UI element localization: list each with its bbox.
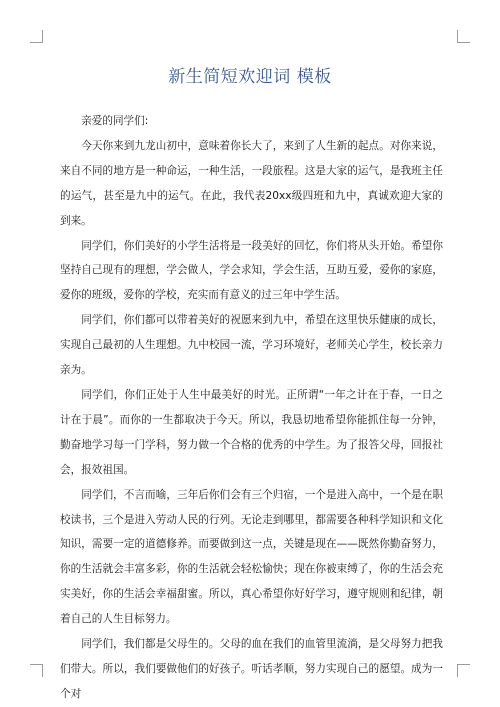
crop-mark-bottom-left xyxy=(30,664,43,677)
paragraph-1: 今天你来到九龙山初中，意味着你长大了，来到了人生新的起点。对你来说，来自不同的地方是一种命运，一种生活，一段旅程。这是大家的运气，是我班主任的运气，甚至是九中的运气。在此，我代表20xx级四班和九中，真诚欢迎大家的到来。 xyxy=(60,139,443,227)
crop-mark-bottom-right xyxy=(457,664,470,677)
paragraph-6: 同学们，我们都是父母生的。父母的血在我们的血管里流淌，是父母努力把我们带大。所以，我们要做他们的好孩子。听话孝顺，努力实现自己的愿望。成为一个对 xyxy=(60,638,443,700)
paragraph-3: 同学们，你们都可以带着美好的祝愿来到九中，希望在这里快乐健康的成长，实现自己最初的人生理想。九中校园一流，学习环境好，老师关心学生，校长亲力亲为。 xyxy=(60,314,443,377)
salutation: 亲爱的同学们: xyxy=(81,115,149,127)
paragraph-5: 同学们，不言而喻，三年后你们会有三个归宿，一个是进入高中，一个是在职校读书，三个是进入劳动人民的行列。无论走到哪里，都需要各种科学知识和文化知识，需要一定的道德修养。而要做到这一点，关键是现在——既然你勤奋努力，你的生活就会丰富多彩，你的生活就会轻松愉快；现在你被束缚了，你的生活会充实美好，你的生活会幸福甜蜜。所以，真心希望你好好学习，遵守规则和纪律，朝着自己的人生目标努力。 xyxy=(60,488,443,626)
crop-mark-top-right xyxy=(457,30,470,43)
crop-mark-top-left xyxy=(30,30,43,43)
paragraph-4: 同学们，你们正处于人生中最美好的时光。正所谓“一年之计在于春，一日之计在于晨”。而你的一生都取决于今天。所以，我恳切地希望你能抓住每一分钟，勤奋地学习每一门学科，努力做一个合格的优秀的中学生。为了报答父母，回报社会，报效祖国。 xyxy=(60,388,443,476)
document-body xyxy=(60,109,443,707)
document-title: 新生简短欢迎词 模板 xyxy=(168,67,332,87)
paragraph-2: 同学们，你们美好的小学生活将是一段美好的回忆，你们将从头开始。希望你坚持自己现有的理想，学会做人，学会求知，学会生活，互助互爱，爱你的家庭，爱你的班级，爱你的学校，充实而有意义的过三年中学生活。 xyxy=(60,239,443,302)
